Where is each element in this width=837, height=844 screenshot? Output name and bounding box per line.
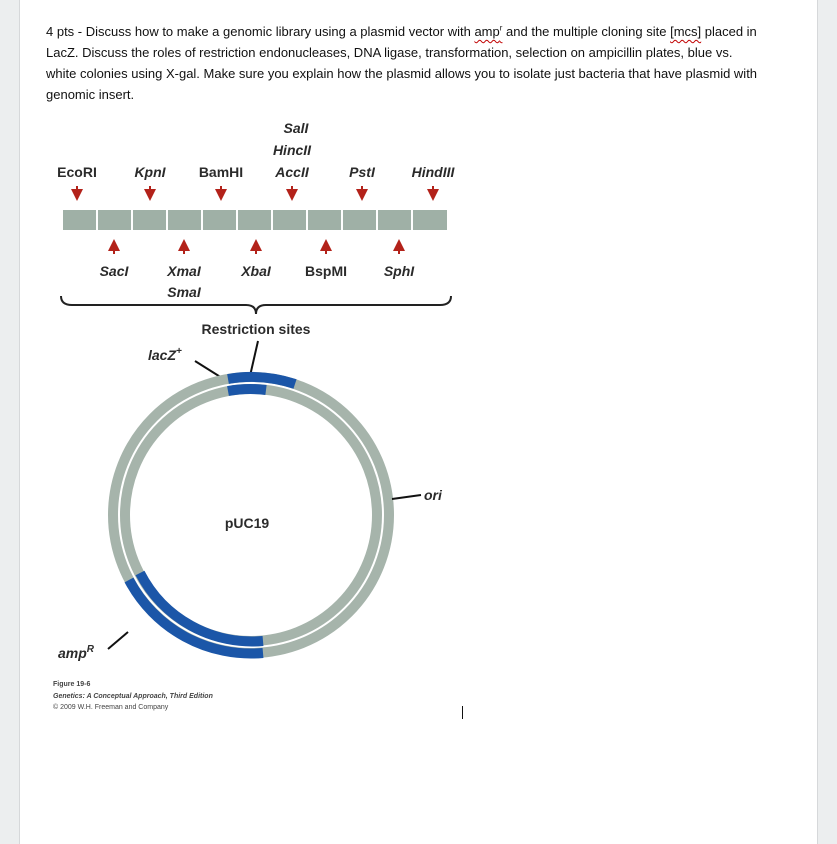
site-psti-label: PstI [349, 164, 375, 180]
figure-caption-source: Genetics: A Conceptual Approach, Third Edition [53, 693, 213, 700]
site-kpni-label: KpnI [134, 164, 166, 180]
site-sphi-label: SphI [383, 263, 415, 279]
mcs-word: [mcs] [670, 24, 702, 39]
site-saci-label: SacI [99, 263, 129, 279]
lacz-arc-outer [228, 377, 295, 384]
restriction-sites-label: Restriction sites [201, 321, 311, 337]
lacz-arc-inner [228, 389, 266, 391]
figure-caption-number: Figure 19-6 [53, 681, 91, 688]
site-bamhi-label: BamHI [198, 164, 244, 180]
ampr-pointer-line [108, 632, 128, 649]
site-bspmi-label: BspMI [305, 263, 347, 279]
text-cursor [462, 706, 463, 719]
bottom-site-arrows [114, 245, 399, 254]
plasmid-name: pUC19 [224, 515, 270, 531]
site-ecori-label: EcoRI [57, 164, 97, 180]
ori-pointer-line [392, 495, 421, 499]
site-hindiii-label: HindIII [411, 164, 455, 180]
question-rest: placed in LacZ. Discuss the roles of restriction endonucleases, DNA ligase, transformation, selection on ampicillin plates, blue vs. white colonies using X-gal. Make sure you explain how the plasmid allows you to isolate just bacteria that have plasmid with genomic insert. [46, 24, 758, 102]
top-site-arrows [77, 186, 433, 195]
lacz-label: lacZ+ [148, 346, 182, 363]
ori-label: ori [424, 487, 442, 503]
question-middle: and the multiple cloning site [502, 24, 671, 39]
figure-caption-copyright: © 2009 W.H. Freeman and Company [53, 704, 169, 711]
ampr-label: amp$^R$ [58, 644, 95, 661]
question-prefix: 4 pts - Discuss how to make a genomic library using a plasmid vector with [46, 24, 475, 39]
site-sali-label: SalI [283, 120, 309, 136]
amp-word: amp$^r$ [474, 23, 503, 39]
site-xmai-label: XmaI [167, 263, 201, 279]
mcs-bar [63, 210, 447, 230]
site-accii-label: AccII [275, 164, 309, 180]
site-xbai-label: XbaI [241, 263, 271, 279]
ampr-arc-inner [140, 573, 263, 641]
site-smai-label: SmaI [167, 284, 201, 300]
restriction-sites-brace [61, 296, 451, 314]
site-hincii-label: HincII [272, 142, 312, 158]
mcs-pointer-line [250, 341, 258, 376]
